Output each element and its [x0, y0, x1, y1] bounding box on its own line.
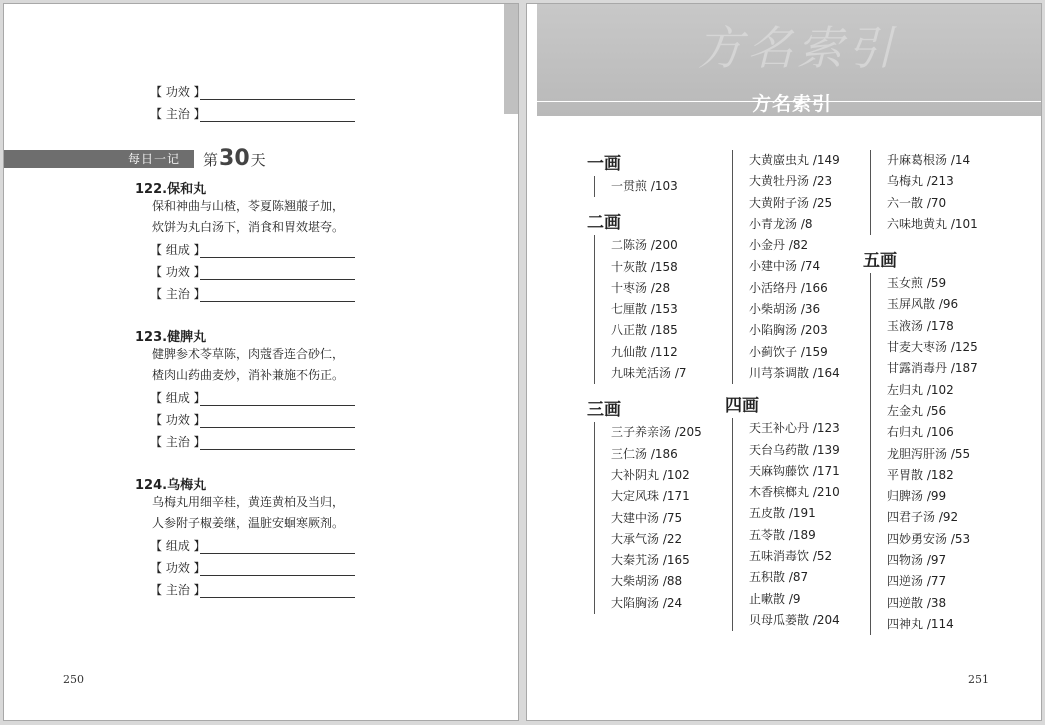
fill-in-line[interactable] — [200, 584, 355, 598]
formula-entry[interactable]: 九仙散 /112 — [611, 344, 678, 359]
index-column-3 — [863, 150, 978, 635]
verse-line: 乌梅丸用细辛桂，黄连黄柏及当归， — [152, 495, 345, 509]
day-number: 30 — [219, 146, 250, 171]
day-prefix: 第 — [203, 151, 219, 169]
verse-line: 炊饼为丸白汤下，消食和胃效堪夸。 — [152, 220, 345, 234]
formula-entry[interactable]: 玉液汤 /178 — [887, 318, 954, 333]
stroke-items — [594, 176, 702, 197]
formula-entry[interactable]: 甘麦大枣汤 /125 — [887, 340, 978, 355]
formula-entry[interactable]: 升麻葛根汤 /14 — [870, 150, 978, 171]
formula-entry[interactable]: 玉女煎 /59 — [887, 276, 947, 291]
formula-entry[interactable]: 龙胆泻肝汤 /55 — [887, 446, 971, 461]
formula-entry[interactable]: 一贯煎 /103 — [611, 179, 678, 193]
stroke-group — [587, 211, 702, 384]
stroke-items-continued — [725, 150, 840, 384]
formula-entry[interactable]: 木香槟榔丸 /210 — [749, 485, 840, 500]
formula-entry[interactable]: 四逆汤 /77 — [887, 574, 947, 589]
formula-entry[interactable]: 六味地黄丸 /101 — [870, 214, 978, 235]
formula-entry[interactable]: 大黄附子汤 /25 — [732, 193, 840, 214]
field-row — [150, 580, 355, 598]
formula-entry[interactable]: 贝母瓜蒌散 /204 — [749, 612, 840, 627]
formula-entry[interactable]: 九味羌活汤 /7 — [611, 366, 687, 381]
fill-in-line[interactable] — [200, 540, 355, 554]
field-label: 【 主治 】 — [150, 583, 206, 597]
formula-entry[interactable]: 大陷胸汤 /24 — [611, 595, 683, 610]
index-column-1 — [587, 152, 702, 614]
page-edge-shade — [504, 4, 518, 114]
formula-entry[interactable]: 止嗽散 /9 — [749, 591, 801, 606]
formula-entry[interactable]: 大补阴丸 /102 — [611, 467, 690, 482]
formula-entry[interactable]: 右归丸 /106 — [887, 425, 954, 440]
fill-in-line[interactable] — [200, 436, 355, 450]
field-row — [150, 536, 355, 554]
field-row — [150, 432, 355, 450]
stroke-heading: 三画 — [587, 400, 621, 421]
field-label: 【 功效 】 — [150, 413, 206, 427]
verse-line: 保和神曲与山楂，苓夏陈翘菔子加， — [152, 199, 345, 213]
stroke-heading: 四画 — [725, 396, 759, 417]
formula-entry[interactable]: 大黄䗪虫丸 /149 — [732, 150, 840, 171]
field-row — [150, 410, 355, 428]
stroke-items-continued — [863, 150, 978, 235]
formula-entry[interactable]: 大承气汤 /22 — [611, 531, 683, 546]
formula-entry[interactable]: 三子养亲汤 /205 — [611, 425, 702, 440]
day-label — [203, 146, 266, 171]
stroke-heading: 二画 — [587, 213, 621, 234]
formula-entry[interactable]: 五苓散 /189 — [749, 527, 816, 542]
stroke-items — [594, 235, 702, 384]
field-label: 【 主治 】 — [150, 287, 206, 301]
field-label: 【 主治 】 — [150, 435, 206, 449]
fill-in-line[interactable] — [200, 244, 355, 258]
index-column-2 — [725, 150, 840, 631]
formula-entry[interactable]: 七厘散 /153 — [611, 302, 678, 317]
stroke-group — [587, 398, 702, 614]
formula-entry[interactable]: 乌梅丸 /213 — [870, 171, 978, 192]
formula-entry[interactable]: 甘露消毒丹 /187 — [887, 361, 978, 376]
verse-line: 楂肉山药曲麦炒，消补兼施不伤正。 — [152, 368, 345, 382]
day-suffix: 天 — [250, 151, 266, 169]
stroke-group — [863, 249, 978, 635]
verse-line: 健脾参术苓草陈，肉蔻香连合砂仁， — [152, 347, 345, 361]
formula-entry[interactable]: 四逆散 /38 — [887, 595, 947, 610]
stroke-heading: 五画 — [863, 251, 897, 272]
recipe-verse — [152, 196, 344, 238]
stroke-items — [594, 422, 702, 614]
stroke-group — [587, 152, 702, 197]
formula-entry[interactable]: 小金丹 /82 — [732, 235, 840, 256]
formula-entry[interactable]: 归脾汤 /99 — [887, 489, 947, 504]
day-banner-text: 每日一记 — [128, 152, 181, 166]
formula-entry[interactable]: 小青龙汤 /8 — [732, 214, 840, 235]
formula-entry[interactable]: 大定风珠 /171 — [611, 489, 690, 504]
formula-entry[interactable]: 八正散 /185 — [611, 323, 678, 338]
stroke-group — [725, 394, 840, 631]
formula-entry[interactable]: 六一散 /70 — [870, 193, 978, 214]
formula-entry[interactable]: 平胃散 /182 — [887, 467, 954, 482]
formula-entry[interactable]: 四君子汤 /92 — [887, 510, 959, 525]
field-label: 【 组成 】 — [150, 539, 206, 553]
field-label: 【 组成 】 — [150, 243, 206, 257]
formula-entry[interactable]: 大秦艽汤 /165 — [611, 553, 690, 568]
formula-entry[interactable]: 小建中汤 /74 — [732, 256, 840, 277]
fill-in-line[interactable] — [200, 392, 355, 406]
formula-entry[interactable]: 左金丸 /56 — [887, 403, 947, 418]
verse-line: 人参附子椒姜继，温脏安蛔寒厥剂。 — [152, 516, 345, 530]
formula-entry[interactable]: 小柴胡汤 /36 — [732, 299, 840, 320]
stroke-items — [870, 273, 978, 635]
formula-entry[interactable]: 五积散 /87 — [749, 570, 809, 585]
right-page — [526, 3, 1042, 721]
fill-in-line[interactable] — [200, 562, 355, 576]
formula-entry[interactable]: 小活络丹 /166 — [732, 278, 840, 299]
left-page — [3, 3, 519, 721]
formula-entry[interactable]: 五味消毒饮 /52 — [749, 549, 833, 564]
field-label: 【 组成 】 — [150, 391, 206, 405]
formula-entry[interactable]: 十灰散 /158 — [611, 259, 678, 274]
field-label: 【 功效 】 — [150, 561, 206, 575]
formula-entry[interactable]: 左归丸 /102 — [887, 382, 954, 397]
index-title: 方名索引 — [752, 93, 833, 115]
formula-entry[interactable]: 三仁汤 /186 — [611, 446, 678, 461]
formula-entry[interactable]: 天台乌药散 /139 — [749, 442, 840, 457]
formula-entry[interactable]: 大柴胡汤 /88 — [611, 574, 683, 589]
field-row — [150, 240, 355, 258]
stroke-heading: 一画 — [587, 154, 621, 174]
recipe-title: 123.健脾丸 — [135, 330, 207, 345]
formula-entry[interactable]: 大黄牡丹汤 /23 — [732, 171, 840, 192]
stroke-items — [732, 418, 840, 631]
field-row — [150, 284, 355, 302]
formula-entry[interactable]: 玉屏风散 /96 — [887, 297, 959, 312]
formula-entry[interactable]: 二陈汤 /200 — [611, 238, 678, 253]
formula-entry[interactable]: 天王补心丹 /123 — [749, 421, 840, 436]
recipe-verse — [152, 344, 344, 386]
formula-entry[interactable]: 小陷胸汤 /203 — [732, 320, 840, 341]
formula-entry[interactable]: 四神丸 /114 — [887, 616, 954, 631]
fill-in-line[interactable] — [200, 288, 355, 302]
fill-in-line[interactable] — [200, 414, 355, 428]
formula-entry[interactable]: 小蓟饮子 /159 — [732, 342, 840, 363]
formula-entry[interactable]: 四妙勇安汤 /53 — [887, 531, 971, 546]
recipe-title: 124.乌梅丸 — [135, 478, 207, 493]
fill-in-line[interactable] — [200, 266, 355, 280]
formula-entry[interactable]: 天麻钩藤饮 /171 — [749, 463, 840, 478]
fill-in-line[interactable] — [200, 108, 355, 122]
recipe-title: 122.保和丸 — [135, 182, 207, 197]
page-number: 250 — [63, 673, 84, 686]
formula-entry[interactable]: 五皮散 /191 — [749, 506, 816, 521]
field-label: 【 功效 】 — [150, 85, 206, 99]
formula-entry[interactable]: 十枣汤 /28 — [611, 280, 671, 295]
formula-entry[interactable]: 川芎茶调散 /164 — [732, 363, 840, 384]
field-label: 【 主治 】 — [150, 107, 206, 121]
field-row — [150, 558, 355, 576]
banner-watermark: 方名索引 — [697, 21, 897, 75]
formula-entry[interactable]: 大建中汤 /75 — [611, 510, 683, 525]
field-row — [150, 262, 355, 280]
field-row — [150, 388, 355, 406]
field-row — [150, 82, 355, 100]
formula-entry[interactable]: 四物汤 /97 — [887, 553, 947, 568]
field-row — [150, 104, 355, 122]
fill-in-line[interactable] — [200, 86, 355, 100]
recipe-verse — [152, 492, 344, 534]
field-label: 【 功效 】 — [150, 265, 206, 279]
page-number: 251 — [968, 673, 989, 686]
